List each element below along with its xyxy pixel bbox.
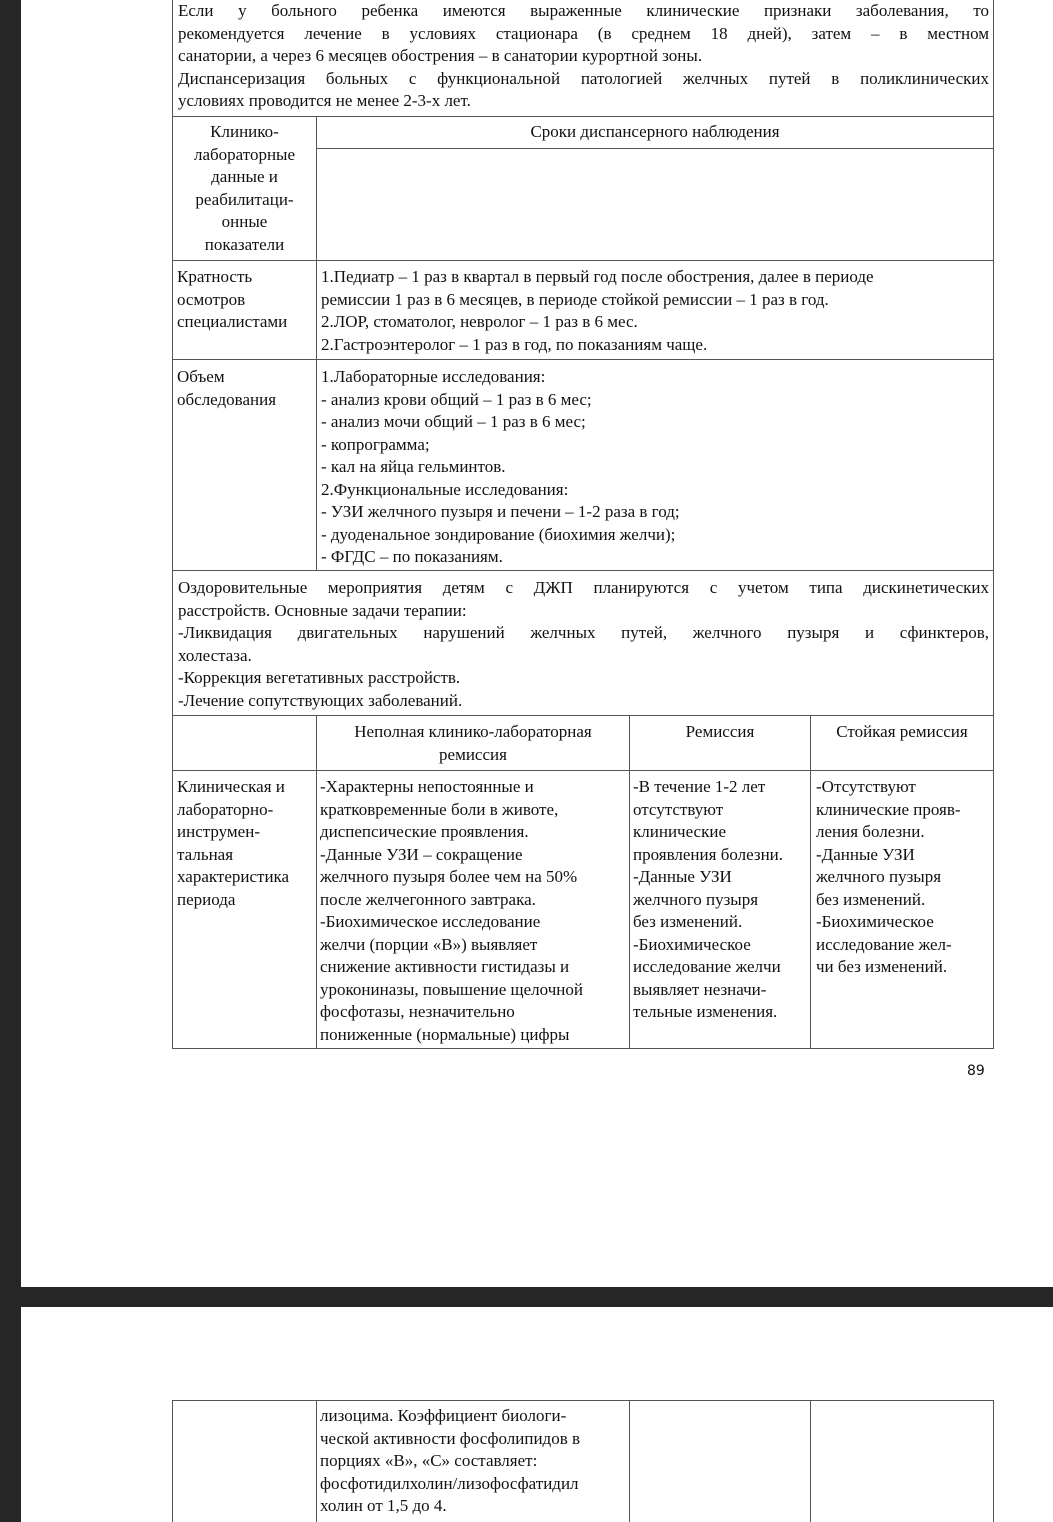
label-line: Клиническая и (177, 777, 285, 796)
label-line: Объем (177, 367, 225, 386)
cell-line: -Биохимическое (816, 912, 934, 931)
content-line: - копрограмма; (321, 434, 430, 454)
scope-row-label (177, 366, 315, 411)
incomplete-remission-header (317, 721, 629, 766)
intro-line: условиях проводится не менее 2-3-х лет. (178, 91, 471, 110)
observation-terms-header: Сроки диспансерного наблюдения (530, 122, 780, 141)
header-line: реабилитаци- (195, 189, 294, 209)
stable-remission-cell (816, 776, 992, 979)
cell-line: клинические (633, 822, 727, 841)
cell-line: -Данные УЗИ – сокращение (320, 844, 523, 864)
intro-line: санатории, а через 6 месяцев обострения – в санатории курортной зоны. (178, 46, 703, 65)
cell-line: -В течение 1-2 лет (633, 777, 766, 796)
cell-line: -Отсутствуют (816, 777, 916, 796)
incomplete-remission-cell (320, 776, 629, 1046)
cell-line: лизоцима. Коэффициент биологи- (320, 1406, 567, 1425)
header-line: ремиссия (439, 744, 507, 764)
content-line: 2.Гастроэнтеролог – 1 раз в год, по показаниям чаще. (321, 334, 708, 354)
stable-remission-header: Стойкая ремиссия (836, 722, 968, 741)
cell-line: желчного пузыря (633, 889, 759, 909)
label-line: характеристика (177, 867, 290, 886)
label-line: обследования (177, 389, 277, 409)
cell-line: тельные изменения. (633, 1002, 778, 1021)
cell-line: чи без изменений. (816, 957, 948, 976)
content-line: 1.Лабораторные исследования: (321, 367, 546, 386)
paragraph-line: холестаза. (178, 645, 252, 665)
cell-line: без изменений. (816, 889, 926, 909)
content-line: - кал на яйца гельминтов. (321, 457, 506, 476)
document-page-2 (21, 1307, 1053, 1522)
page-number: 89 (967, 1063, 985, 1079)
content-line: - анализ крови общий – 1 раз в 6 мес; (321, 389, 592, 409)
cell-line: ческой активности фосфолипидов в (320, 1428, 580, 1448)
cell-line: исследование желчи (633, 957, 781, 976)
content-line: 1.Педиатр – 1 раз в квартал в первый год после обострения, далее в периоде (321, 267, 874, 286)
content-line: - ФГДС – по показаниям. (321, 547, 503, 566)
label-line: лабораторно- (177, 799, 274, 819)
cell-line: -Данные УЗИ (633, 867, 732, 886)
cell-line: желчи (порции «В») выявляет (320, 934, 538, 954)
cell-line: исследование жел- (816, 934, 952, 954)
cell-line: -Биохимическое (633, 934, 751, 954)
label-line: осмотров (177, 289, 246, 309)
header-line: Клинико- (210, 122, 279, 141)
paragraph-line: расстройств. Основные задачи терапии: (178, 600, 467, 620)
intro-line: рекомендуется лечение в условиях стационара (в среднем 18 дней), затем – в местном (178, 23, 989, 43)
cell-line: желчного пузыря более чем на 50% (320, 867, 578, 886)
cell-line: желчного пузыря (816, 867, 942, 886)
header-line: данные и (211, 167, 278, 186)
label-line: периода (177, 889, 236, 909)
remission-cell (633, 776, 810, 1024)
cell-line: порциях «В», «С» составляет: (320, 1451, 538, 1470)
cell-line: ления болезни. (816, 822, 925, 841)
cell-line: -Биохимическое исследование (320, 912, 541, 931)
cell-line: диспепсические проявления. (320, 822, 529, 841)
indicators-column-header (173, 121, 316, 256)
content-line: - дуоденальное зондирование (биохимия желчи); (321, 524, 676, 544)
cell-line: -Данные УЗИ (816, 844, 915, 864)
remission-header: Ремиссия (685, 722, 755, 741)
scope-row-content (321, 366, 989, 569)
header-line: показатели (204, 234, 285, 254)
cell-line: проявления болезни. (633, 844, 784, 864)
cell-line: фосфотидилхолин/лизофосфатидил (320, 1473, 579, 1493)
paragraph-line: Оздоровительные мероприятия детям с ДЖП планируются с учетом типа дискинетических (178, 578, 989, 597)
content-line: - УЗИ желчного пузыря и печени – 1-2 раза в год; (321, 502, 680, 521)
cell-line: холин от 1,5 до 4. (320, 1496, 447, 1515)
label-line: инструмен- (177, 822, 260, 841)
cell-line: кратковременные боли в животе, (320, 799, 559, 819)
incomplete-remission-continued-cell (320, 1405, 629, 1518)
header-line: Неполная клинико-лабораторная (354, 722, 592, 741)
intro-line: Если у больного ребенка имеются выраженные клинические признаки заболевания, то (178, 1, 989, 20)
characteristic-row-label (177, 776, 316, 911)
header-line: онные (221, 212, 268, 231)
content-line: ремиссии 1 раз в 6 месяцев, в периоде стойкой ремиссии – 1 раз в год. (321, 289, 829, 309)
content-line: 2.ЛОР, стоматолог, невролог – 1 раз в 6 мес. (321, 312, 638, 331)
cell-line: отсутствуют (633, 799, 724, 819)
paragraph-line: -Ликвидация двигательных нарушений желчных путей, желчного пузыря и сфинктеров, (178, 623, 989, 642)
content-line: 2.Функциональные исследования: (321, 479, 569, 499)
header-line: лабораторные (193, 144, 296, 164)
intro-paragraph (178, 0, 989, 113)
paragraph-line: -Лечение сопутствующих заболеваний. (178, 690, 463, 710)
frequency-row-content (321, 266, 989, 356)
cell-line: урокониназы, повышение щелочной (320, 979, 583, 999)
paragraph-line: -Коррекция вегетативных расстройств. (178, 668, 461, 687)
health-measures-paragraph (178, 577, 989, 712)
cell-line: выявляет незначи- (633, 979, 767, 999)
content-line: - анализ мочи общий – 1 раз в 6 мес; (321, 412, 586, 431)
cell-line: пониженные (нормальные) цифры (320, 1024, 570, 1044)
cell-line: после желчегонного завтрака. (320, 889, 536, 909)
cell-line: без изменений. (633, 912, 743, 931)
cell-line: клинические прояв- (816, 799, 961, 819)
cell-line: снижение активности гистидазы и (320, 957, 570, 976)
label-line: Кратность (177, 267, 253, 286)
intro-line: Диспансеризация больных с функциональной патологией желчных путей в поликлинических (178, 68, 989, 88)
label-line: специалистами (177, 312, 288, 331)
cell-line: фосфотазы, незначительно (320, 1002, 515, 1021)
frequency-row-label (177, 266, 315, 334)
label-line: тальная (177, 844, 234, 864)
document-page-1 (21, 0, 1053, 1287)
cell-line: -Характерны непостоянные и (320, 777, 534, 796)
